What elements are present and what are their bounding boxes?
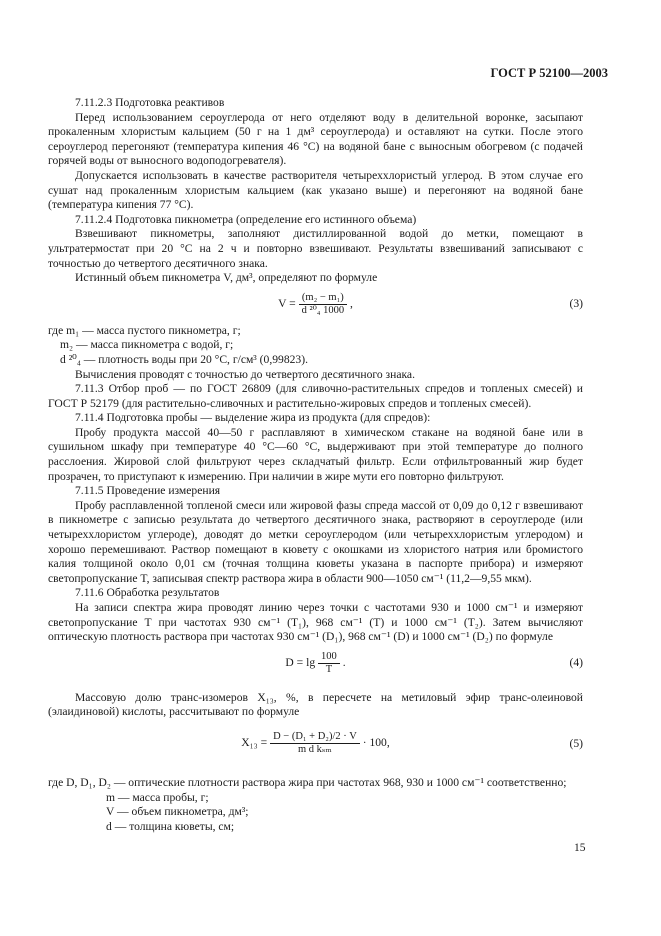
formula-fraction (270, 731, 360, 756)
paragraph: 7.11.3 Отбор проб — по ГОСТ 26809 (для сливочно-растительных спредов и топленых смесей) и ГОСТ Р 52179 (для растительно-сливочных и растительно-жировых спредов и топленых смесей). (48, 382, 583, 410)
definition: где m₁ — масса пустого пикнометра, г; (48, 323, 241, 337)
fraction-numerator: 100 (318, 651, 340, 664)
paragraph: Истинный объем пикнометра V, дм³, определяют по формуле (75, 271, 378, 285)
section-heading: 7.11.2.4 Подготовка пикнометра (определение его истинного объема) (75, 212, 417, 226)
formula-3 (48, 288, 583, 322)
definition: d — толщина кюветы, см; (106, 819, 235, 833)
fraction-denominator: T (325, 664, 333, 676)
fraction-numerator: (m₂ − m₁) (299, 292, 348, 305)
paragraph: 7.11.4 Подготовка пробы — выделение жира из продукта (для спредов): (75, 411, 431, 425)
fraction-numerator: D − (D₁ + D₂)/2 · V (270, 731, 360, 744)
paragraph: Взвешивают пикнометры, заполняют дистиллированной водой до метки, помещают в ультратермостат при 20 °С на 2 ч и повторно взвешивают. Результаты взвешиваний записывают с точностью до четвертого десятичного знака. (48, 227, 583, 270)
page-number: 15 (574, 842, 586, 854)
formula-lhs: X₁₃ = (241, 736, 268, 750)
page-body (48, 96, 583, 834)
definition: V — объем пикнометра, дм³; (106, 805, 249, 819)
section-heading: 7.11.5 Проведение измерения (75, 484, 221, 498)
section-heading: 7.11.6 Обработка результатов (75, 586, 220, 600)
formula-tail: , (350, 297, 353, 311)
document-header: ГОСТ Р 52100—2003 (490, 66, 608, 80)
formula-tail: · 100, (362, 736, 390, 750)
paragraph: Пробу продукта массой 40—50 г расплавляют в химическом стакане на водяной бане или в сушильном шкафу при температуре 40 °С—60 °С, выдерживают при этой температуре до полного расслоения. Жировой слой фильтруют через складчатый фильтр. Если отфильтрованный жир будет прозрачен, то приступают к измерению. При наличии в жире мути его повторно фильтруют. (48, 425, 583, 483)
paragraph: Пробу расплавленной топленой смеси или жировой фазы спреда массой от 0,09 до 0,12 г взвешивают в пикнометре с записью результата до четвертого десятичного знака, растворяют в сероуглероде (или четыреххлористом углероде), доводят до метки сероуглеродом (или четыреххлористым углеродом) и хорошо перемешивают. Раствор помещают в кювету с окошками из хлористого натрия или бромистого калия толщиной около 0,01 см (точная толщина кюветы указана в паспорте прибора) и измеряют светопропускание T, записывая спектр раствора жира в области 900—1050 см⁻¹ (11,2—9,55 мкм). (48, 498, 583, 585)
formula-5 (48, 722, 583, 766)
formula-tail: . (342, 656, 346, 670)
formula-number: (5) (569, 736, 583, 750)
formula-number: (4) (569, 656, 583, 670)
formula-number: (3) (569, 297, 583, 311)
paragraph: Массовую долю транс-изомеров X₁₃, %, в пересчете на метиловый эфир транс-олеиновой (элаидиновой) кислоты, рассчитывают по формуле (48, 690, 583, 719)
paragraph: Вычисления проводят с точностью до четвертого десятичного знака. (75, 367, 415, 381)
fraction-denominator: d ²⁰₄ 1000 (301, 305, 345, 317)
definition: m₂ — масса пикнометра с водой, г; (60, 338, 234, 352)
paragraph: Допускается использовать в качестве растворителя четыреххлористый углерод. В этом случае его сушат над прокаленным хлористым кальцием (как указано выше) и перегоняют на водяной бане (температура кипения 77 °С). (48, 168, 583, 212)
formula-lhs: V = (278, 297, 296, 311)
paragraph: Перед использованием сероуглерода от него отделяют воду в делительной воронке, засыпают прокаленным хлористым кальцием (50 г на 1 дм³ сероуглерода) и оставляют на сутки. После этого сероуглерод перегоняют (температура кипения 46 °С) на водяной бане с выносным обогревом (с подачей горячей воды от выносного водоподогревателя). (48, 110, 583, 168)
paragraph: На записи спектра жира проводят линию через точки с частотами 930 и 1000 см⁻¹ и измеряют светопропускание T при частотах 930 см⁻¹ (T₁), 968 см⁻¹ (T) и 1000 см⁻¹ (T₂). Затем вычисляют оптическую плотность раствора при частотах 930 см⁻¹ (D₁), 968 см⁻¹ (D) и 1000 см⁻¹ (D₂) по формуле (48, 601, 583, 644)
section-heading: 7.11.2.3 Подготовка реактивов (75, 96, 225, 109)
definition: где D, D₁, D₂ — оптические плотности раствора жира при частотах 968, 930 и 1000 см⁻¹ соответственно; (48, 775, 567, 789)
formula-fraction (318, 651, 340, 676)
definition: m — масса пробы, г; (106, 790, 209, 804)
formula-lhs: D = lg (285, 656, 316, 670)
definition: d ²⁰₄ — плотность воды при 20 °С, г/см³ (0,99823). (60, 352, 308, 366)
fraction-denominator: m d kₛₘ (297, 744, 332, 756)
formula-fraction (299, 292, 348, 317)
formula-4 (48, 647, 583, 681)
